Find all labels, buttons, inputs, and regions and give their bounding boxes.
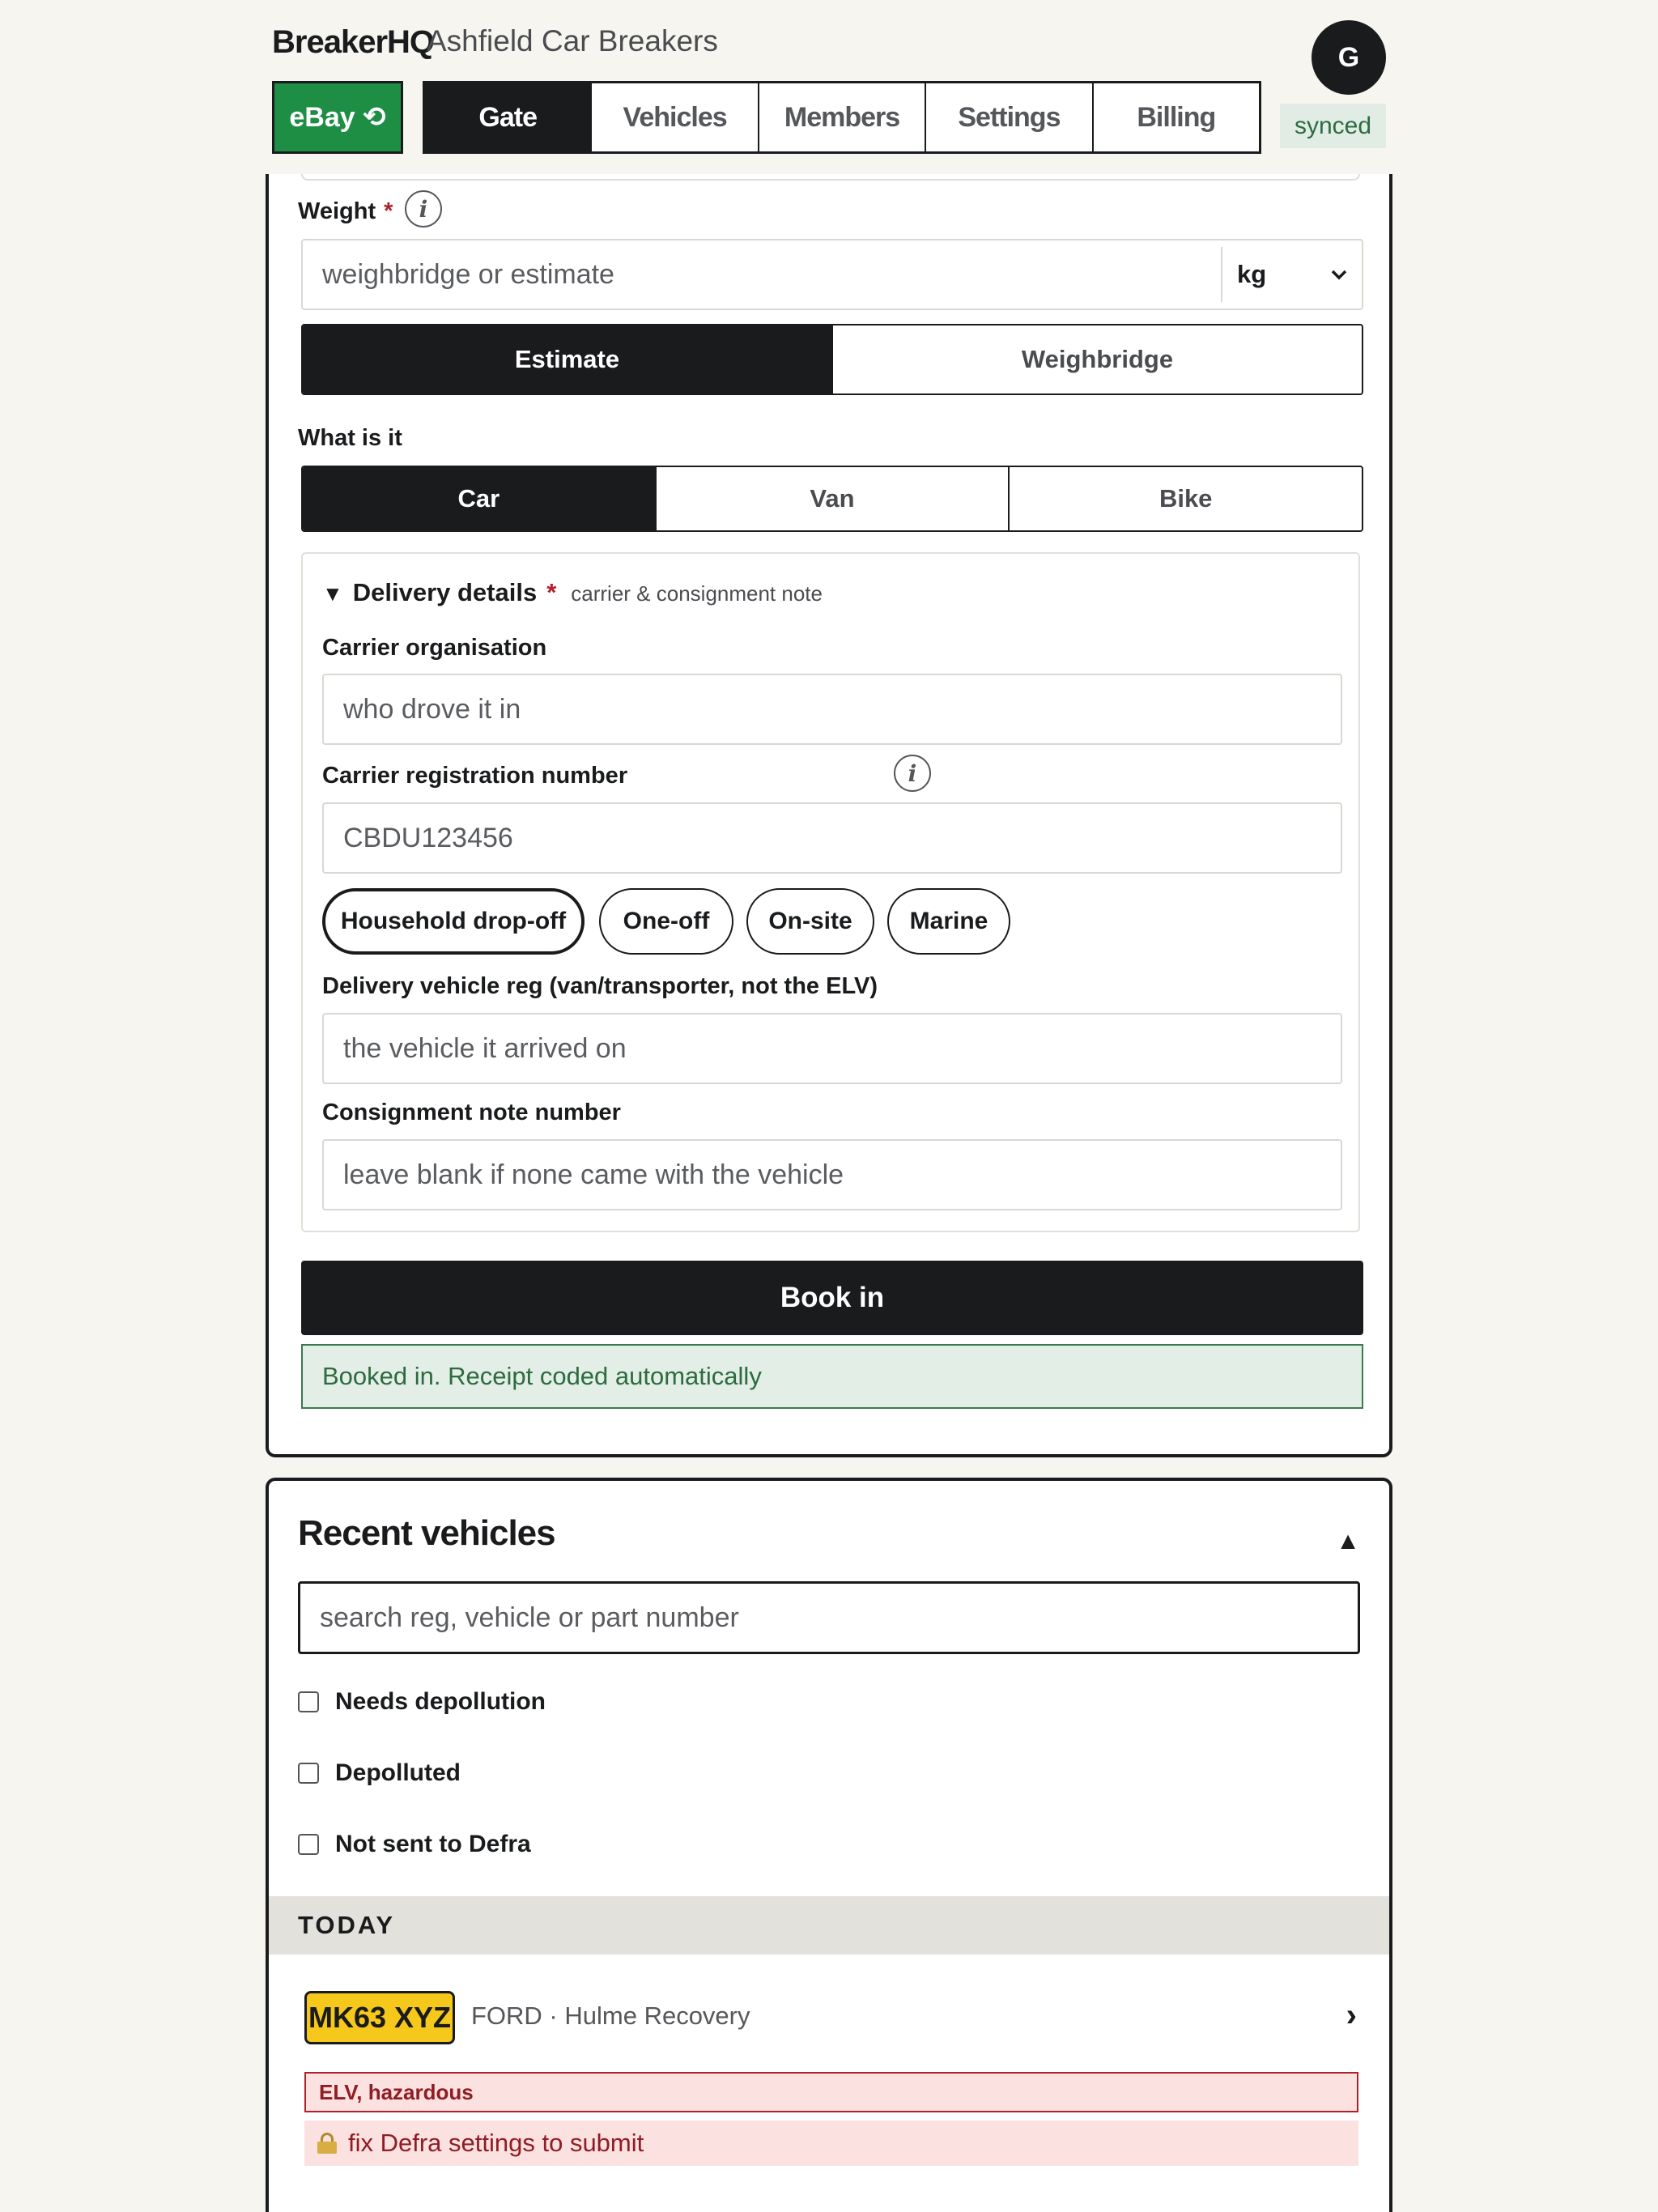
brand-logo[interactable]: BreakerHQ bbox=[272, 24, 435, 60]
tab-members[interactable]: Members bbox=[759, 83, 926, 151]
previous-field-edge bbox=[301, 174, 1360, 181]
filter-depolluted[interactable] bbox=[298, 1759, 461, 1787]
weight-mode-toggle bbox=[301, 324, 1363, 395]
carrier-type-household[interactable]: Household drop-off bbox=[322, 888, 585, 955]
checkbox[interactable] bbox=[298, 1834, 319, 1855]
vehicle-meta: FORD · Hulme Recovery bbox=[471, 2001, 750, 2030]
unit-divider bbox=[1221, 247, 1222, 302]
carrier-type-on-site[interactable]: On-site bbox=[746, 888, 874, 955]
type-bike-option[interactable]: Bike bbox=[1158, 484, 1213, 513]
tab-billing[interactable]: Billing bbox=[1137, 101, 1216, 133]
type-car-option[interactable]: Car bbox=[303, 467, 657, 530]
filter-label: Depolluted bbox=[335, 1759, 461, 1786]
weight-placeholder: weighbridge or estimate bbox=[322, 258, 614, 290]
collapse-icon[interactable]: ▲ bbox=[1336, 1528, 1360, 1555]
required-mark: * bbox=[384, 198, 393, 224]
vehicle-search-input[interactable] bbox=[298, 1581, 1360, 1654]
site-name: Ashfield Car Breakers bbox=[427, 24, 718, 57]
disclosure-triangle-icon: ▼ bbox=[322, 581, 343, 606]
user-avatar[interactable]: G bbox=[1312, 20, 1386, 95]
weight-unit-value: kg bbox=[1237, 260, 1267, 288]
filter-needs-depollution[interactable] bbox=[298, 1688, 546, 1716]
chevron-down-icon bbox=[1331, 269, 1347, 280]
success-message: Booked in. Receipt coded automatically bbox=[301, 1344, 1363, 1409]
type-van-option[interactable]: Van bbox=[657, 467, 1010, 530]
hazard-tag: ELV, hazardous bbox=[304, 2072, 1358, 2112]
defra-warning[interactable] bbox=[304, 2121, 1358, 2166]
carrier-org-placeholder: who drove it in bbox=[343, 693, 521, 725]
weighbridge-option[interactable]: Weighbridge bbox=[1021, 345, 1174, 373]
chevron-right-icon[interactable]: › bbox=[1346, 1997, 1357, 2033]
carrier-type-one-off[interactable]: One-off bbox=[599, 888, 733, 955]
consignment-placeholder: leave blank if none came with the vehicle bbox=[343, 1159, 844, 1190]
tab-gate[interactable]: Gate bbox=[425, 83, 592, 151]
carrier-reg-placeholder: CBDU123456 bbox=[343, 822, 513, 853]
weight-info-icon[interactable]: i bbox=[405, 190, 442, 228]
carrier-reg-input[interactable] bbox=[322, 802, 1342, 874]
consignment-input[interactable] bbox=[322, 1139, 1342, 1210]
ebay-button[interactable]: eBay ⟲ bbox=[272, 81, 403, 154]
recent-vehicles-card bbox=[266, 1478, 1392, 2212]
carrier-reg-label: Carrier registration number bbox=[322, 763, 628, 789]
type-label: What is it bbox=[298, 425, 402, 451]
weight-label-text: Weight bbox=[298, 198, 376, 224]
vehicle-search-placeholder: search reg, vehicle or part number bbox=[320, 1602, 739, 1633]
group-header-today: TODAY bbox=[269, 1896, 1389, 1955]
book-in-button[interactable]: Book in bbox=[301, 1261, 1363, 1335]
weight-input[interactable] bbox=[301, 239, 1363, 310]
vehicle-type-toggle bbox=[301, 466, 1363, 532]
delivery-details-hint: carrier & consignment note bbox=[571, 581, 823, 606]
delivery-vehicle-reg-placeholder: the vehicle it arrived on bbox=[343, 1032, 627, 1064]
weight-label bbox=[298, 198, 393, 225]
delivery-details-title: Delivery details bbox=[352, 578, 538, 606]
reg-plate: MK63 XYZ bbox=[304, 1991, 455, 2044]
required-mark: * bbox=[546, 578, 557, 606]
carrier-org-input[interactable] bbox=[322, 674, 1342, 745]
weight-unit-select[interactable] bbox=[1237, 239, 1358, 310]
estimate-option[interactable]: Estimate bbox=[303, 325, 833, 393]
recent-vehicles-title: Recent vehicles bbox=[298, 1513, 555, 1553]
filter-label: Not sent to Defra bbox=[335, 1831, 531, 1857]
tab-settings[interactable]: Settings bbox=[926, 83, 1093, 151]
carrier-reg-info-icon[interactable]: i bbox=[894, 755, 931, 792]
filter-label: Needs depollution bbox=[335, 1688, 546, 1715]
delivery-vehicle-reg-input[interactable] bbox=[322, 1013, 1342, 1084]
carrier-org-label: Carrier organisation bbox=[322, 635, 547, 661]
carrier-type-marine[interactable]: Marine bbox=[887, 888, 1010, 955]
tab-vehicles[interactable]: Vehicles bbox=[592, 83, 759, 151]
defra-warning-text: fix Defra settings to submit bbox=[348, 2129, 644, 2157]
sync-status-badge: synced bbox=[1280, 104, 1386, 148]
checkbox[interactable] bbox=[298, 1691, 319, 1712]
consignment-label: Consignment note number bbox=[322, 1100, 621, 1125]
book-in-card bbox=[266, 174, 1392, 1457]
delivery-details-summary[interactable] bbox=[322, 578, 823, 607]
main-tabs bbox=[423, 81, 1261, 154]
lock-icon bbox=[317, 2133, 337, 2154]
filter-not-sent-to-defra[interactable] bbox=[298, 1831, 531, 1858]
checkbox[interactable] bbox=[298, 1763, 319, 1784]
delivery-details-section bbox=[301, 552, 1360, 1232]
delivery-vehicle-reg-label: Delivery vehicle reg (van/transporter, not the ELV) bbox=[322, 973, 878, 999]
